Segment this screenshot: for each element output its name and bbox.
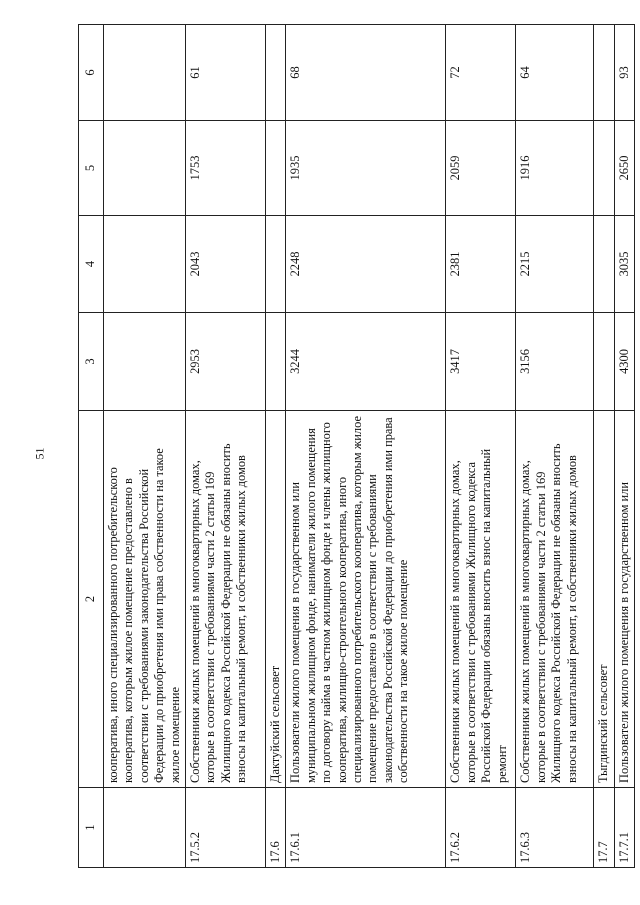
row-value-col6: 72 — [446, 25, 516, 121]
header-cell: 6 — [79, 25, 104, 121]
row-value-col6: 93 — [614, 25, 634, 121]
row-value-col5: 1935 — [286, 121, 446, 216]
row-value-col3: 3417 — [446, 313, 516, 411]
row-value-col5: 2059 — [446, 121, 516, 216]
row-value-col6: 68 — [286, 25, 446, 121]
table-row — [594, 25, 614, 868]
row-value-col5: 1916 — [516, 121, 594, 216]
row-value-col4 — [594, 216, 614, 313]
row-description: Дактуйский сельсовет — [266, 411, 286, 788]
table-row — [614, 25, 634, 868]
row-value-col4 — [266, 216, 286, 313]
table-row — [104, 25, 186, 868]
header-cell: 3 — [79, 313, 104, 411]
header-cell: 1 — [79, 788, 104, 868]
row-code: 17.7.1 — [614, 788, 634, 868]
table-row — [446, 25, 516, 868]
row-value-col4 — [104, 216, 186, 313]
row-code: 17.6.3 — [516, 788, 594, 868]
row-code: 17.6.1 — [286, 788, 446, 868]
row-code: 17.6 — [266, 788, 286, 868]
row-value-col6 — [104, 25, 186, 121]
header-cell: 4 — [79, 216, 104, 313]
table-row — [286, 25, 446, 868]
rotated-page — [78, 25, 631, 868]
row-description: Собственники жилых помещений в многоквартирных домах, которые в соответствии с требованиями части 2 статьи 169 Жилищного кодекса Российской Федерации не обязаны вносить взносы на капитальный ремонт, и собственники жилых домов — [186, 411, 266, 788]
row-value-col4: 2248 — [286, 216, 446, 313]
row-code: 17.7 — [594, 788, 614, 868]
tariff-table — [78, 24, 635, 868]
row-value-col5 — [266, 121, 286, 216]
row-value-col6: 64 — [516, 25, 594, 121]
page-number: 51 — [32, 447, 47, 460]
row-description: Тыгдинский сельсовет — [594, 411, 614, 788]
row-value-col3: 3244 — [286, 313, 446, 411]
row-value-col5: 1753 — [186, 121, 266, 216]
row-code — [104, 788, 186, 868]
row-value-col3 — [104, 313, 186, 411]
row-value-col4: 3035 — [614, 216, 634, 313]
header-cell: 2 — [79, 411, 104, 788]
row-code: 17.5.2 — [186, 788, 266, 868]
table-row — [186, 25, 266, 868]
row-code: 17.6.2 — [446, 788, 516, 868]
row-value-col4: 2043 — [186, 216, 266, 313]
row-value-col4: 2381 — [446, 216, 516, 313]
row-value-col6 — [266, 25, 286, 121]
row-value-col3: 4300 — [614, 313, 634, 411]
row-description: кооператива, иного специализированного потребительского кооператива, которым жилое помещение предоставлено в соответствии с требованиями законодательства Российской Федерации до приобретения ими права собственности на такое жилое помещение — [104, 411, 186, 788]
row-description: Пользователи жилого помещения в государственном или муниципальном жилищном фонде, наниматели жилого помещения по договору найма в частном жилищном фонде и члены жилищного кооператива, жилищно-строительного кооператива, иного специализированного потребительского кооператива, которым жилое помещение предоставлено в соответствии с требованиями законодательства Российской Федерации до приобретения ими права собственности на такое жилое помещение — [286, 411, 446, 788]
row-value-col6 — [594, 25, 614, 121]
row-description: Пользователи жилого помещения в государственном или — [614, 411, 634, 788]
row-value-col3: 3156 — [516, 313, 594, 411]
row-value-col5: 2650 — [614, 121, 634, 216]
table-header-row — [79, 25, 104, 868]
row-value-col3: 2953 — [186, 313, 266, 411]
row-value-col3 — [594, 313, 614, 411]
row-value-col5 — [104, 121, 186, 216]
table-row — [266, 25, 286, 868]
row-value-col6: 61 — [186, 25, 266, 121]
row-description: Собственники жилых помещений в многоквартирных домах, которые в соответствии с требованиями части 2 статьи 169 Жилищного кодекса Российской Федерации не обязаны вносить взносы на капитальный ремонт, и собственники жилых домов — [516, 411, 594, 788]
row-value-col5 — [594, 121, 614, 216]
header-cell: 5 — [79, 121, 104, 216]
row-value-col3 — [266, 313, 286, 411]
row-description: Собственники жилых помещений в многоквартирных домах, которые в соответствии с требованиями Жилищного кодекса Российской Федерации обязаны вносить взнос на капитальный ремонт — [446, 411, 516, 788]
table-row — [516, 25, 594, 868]
row-value-col4: 2215 — [516, 216, 594, 313]
